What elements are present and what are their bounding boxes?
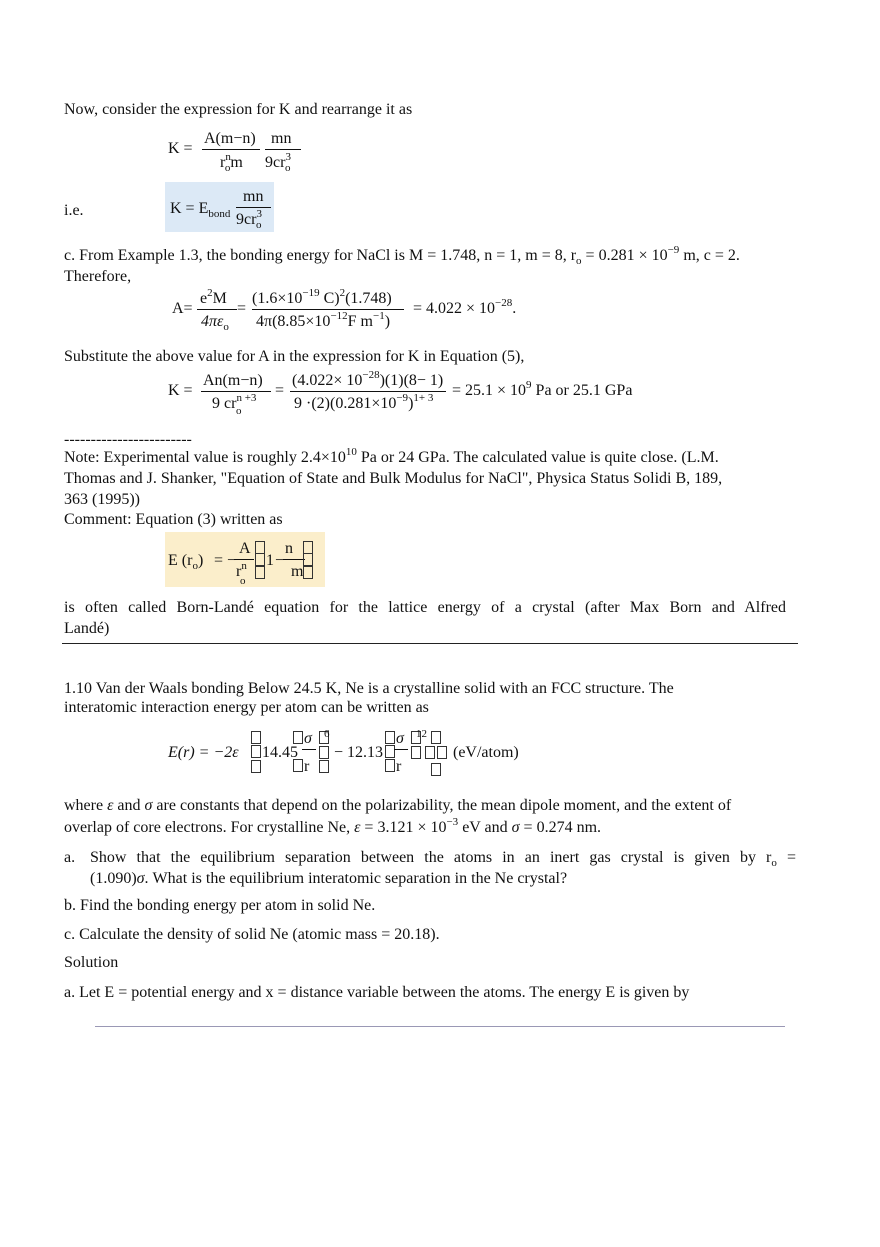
item-a-line-2: (1.090)σ. What is the equilibrium interatomic separation in the Ne crystal? [90, 870, 568, 887]
separator-dashes: ------------------------ [64, 431, 192, 448]
comment-text: Comment: Equation (3) written as [64, 511, 283, 528]
born-lande-line-2: Landé) [64, 620, 110, 637]
where-line-1: where ε and σ are constants that depend on the polarizability, the mean dipole moment, and the extent of [64, 797, 732, 814]
problem-line-1: 1.10 Van der Waals bonding Below 24.5 K, Ne is a crystalline solid with an FCC structure. The [64, 680, 674, 697]
item-a-line-1: Show that the equilibrium separation between the atoms in an inert gas crystal is given by $r_o$ = [90, 849, 796, 869]
problem-line-2: interatomic interaction energy per atom can be written as [64, 699, 429, 716]
item-a-label: a. [64, 849, 76, 866]
ie-label: i.e. [64, 202, 84, 219]
therefore-text: Therefore, [64, 268, 132, 285]
section-divider [62, 643, 798, 644]
intro-text: Now, consider the expression for K and rearrange it as [64, 101, 413, 118]
born-lande-line-1: is often called Born-Landé equation for the lattice energy of a crystal (after Max Born and Alfred [64, 599, 786, 616]
part-c-text: c. From Example 1.3, the bonding energy for NaCl is M = 1.748, n = 1, m = 8, $r_o = 0.281 \times 10^{-9}$ m, c = 2. [64, 244, 740, 267]
footer-divider [95, 1026, 785, 1027]
where-line-2: overlap of core electrons. For crystalline Ne, $\varepsilon = 3.121 \times 10^{-3}$ eV and σ = 0.274 nm. [64, 816, 602, 836]
solution-a-text: a. Let E = potential energy and x = distance variable between the atoms. The energy E is given by [64, 984, 690, 1001]
solution-heading: Solution [64, 954, 119, 971]
note-line-3: 363 (1995)) [64, 491, 140, 508]
substitute-text: Substitute the above value for A in the expression for K in Equation (5), [64, 348, 525, 365]
item-c: c. Calculate the density of solid Ne (atomic mass = 20.18). [64, 926, 440, 943]
item-b: b. Find the bonding energy per atom in solid Ne. [64, 897, 376, 914]
note-line-1: Note: Experimental value is roughly $2.4\times 10^{10}$ Pa or 24 GPa. The calculated value is quite close. (L.M. [64, 446, 719, 466]
note-line-2: Thomas and J. Shanker, "Equation of State and Bulk Modulus for NaCl", Physica Status Solidi B, 189, [64, 470, 723, 487]
